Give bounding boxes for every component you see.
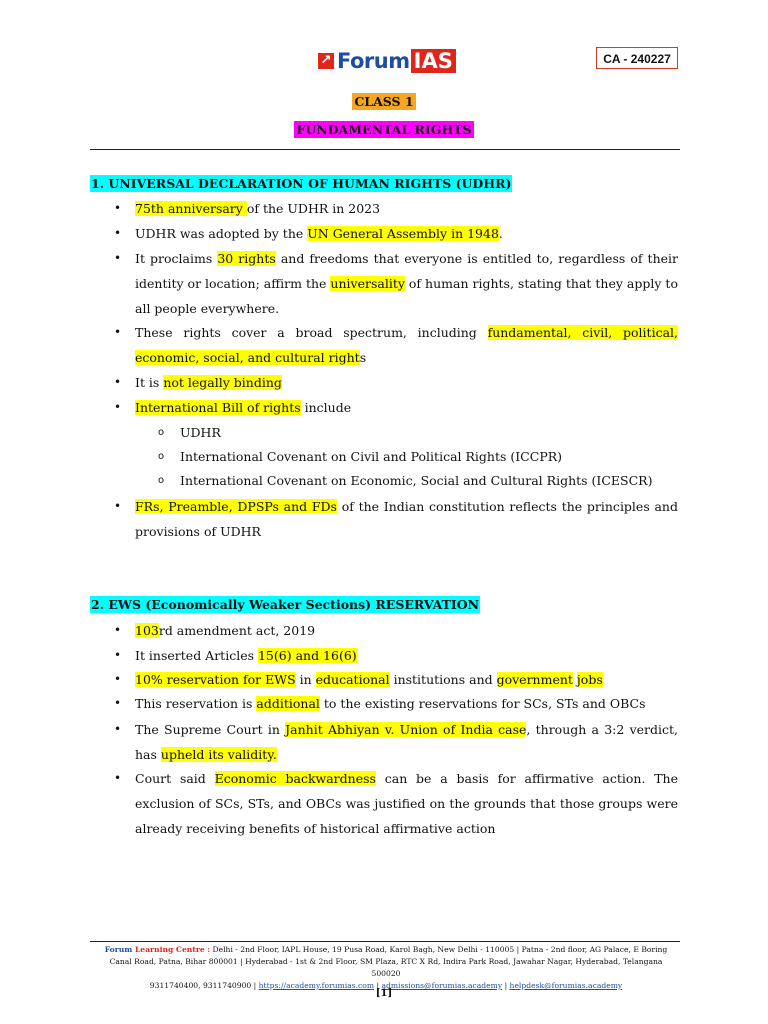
admissions-email-link[interactable]: admissions@forumias.academy bbox=[381, 981, 503, 990]
list-item: International Bill of rights include bbox=[135, 400, 352, 415]
section-heading-udhr: 1. UNIVERSAL DECLARATION OF HUMAN RIGHTS (UDHR) bbox=[91, 176, 512, 191]
bullet-icon: • bbox=[114, 375, 122, 389]
bullet-icon: • bbox=[114, 226, 122, 240]
class-title: CLASS 1 bbox=[354, 94, 414, 109]
sub-list-item: UDHR bbox=[180, 425, 221, 440]
list-item: 103rd amendment act, 2019 bbox=[135, 623, 316, 638]
bullet-icon: • bbox=[114, 696, 122, 710]
footer-divider bbox=[90, 941, 680, 942]
bullet-icon: • bbox=[114, 201, 122, 215]
list-item: These rights cover a broad spectrum, including fundamental, civil, political, economic, social, and cultural rights bbox=[135, 325, 678, 365]
topic-title: FUNDAMENTAL RIGHTS bbox=[296, 122, 472, 137]
section-heading-ews: 2. EWS (Economically Weaker Sections) RESERVATION bbox=[91, 597, 480, 612]
list-item: FRs, Preamble, DPSPs and FDs of the Indian constitution reflects the principles and provisions of UDHR bbox=[135, 499, 678, 539]
list-item: The Supreme Court in Janhit Abhiyan v. Union of India case, through a 3:2 verdict, has upheld its validity. bbox=[135, 722, 679, 762]
list-item: This reservation is additional to the existing reservations for SCs, STs and OBCs bbox=[135, 696, 646, 711]
header-divider bbox=[90, 149, 680, 150]
list-item: 10% reservation for EWS in educational institutions and government jobs bbox=[135, 672, 603, 687]
academy-link[interactable]: https://academy.forumias.com bbox=[258, 981, 375, 990]
bullet-icon: • bbox=[114, 623, 122, 637]
list-item: It inserted Articles 15(6) and 16(6) bbox=[135, 648, 357, 663]
bullet-icon: • bbox=[114, 672, 122, 686]
phone-numbers: 9311740400, 9311740900 bbox=[149, 981, 252, 990]
list-item: It is not legally binding bbox=[135, 375, 282, 390]
document-code: CA - 240227 bbox=[596, 47, 678, 69]
helpdesk-email-link[interactable]: helpdesk@forumias.academy bbox=[509, 981, 623, 990]
bullet-icon: • bbox=[114, 400, 122, 414]
circle-bullet-icon: o bbox=[158, 451, 165, 462]
circle-bullet-icon: o bbox=[158, 475, 165, 486]
logo-ias-text: IAS bbox=[411, 49, 456, 73]
footer-contact: Forum Learning Centre : Delhi - 2nd Floor, IAPL House, 19 Pusa Road, Karol Bagh, New Delhi - 110005 | Patna - 2nd floor, AG Palace, E Boring Canal Road, Patna, Bihar 800001 | Hyderabad - 1st & 2nd Floor, SM Plaza, RTC X Rd, Indira Park Road, Jawahar Nagar, Hyderabad, Telangana 500020 9311740400, 9311740900 | https://academy.forumias.com | admissions@forumias.academy | helpdesk@forumias.academy bbox=[104, 945, 668, 990]
bullet-icon: • bbox=[114, 771, 122, 785]
sub-list-item: International Covenant on Civil and Political Rights (ICCPR) bbox=[180, 449, 563, 464]
list-item: 75th anniversary of the UDHR in 2023 bbox=[135, 201, 381, 216]
list-item: UDHR was adopted by the UN General Assembly in 1948. bbox=[135, 226, 503, 241]
bullet-icon: • bbox=[114, 499, 122, 513]
forumias-logo bbox=[318, 48, 456, 74]
arrow-icon: ↗ bbox=[318, 53, 334, 69]
list-item: Court said Economic backwardness can be a basis for affirmative action. The exclusion of SCs, STs, and OBCs was justified on the grounds that those groups were already receiving benefits of historical affirmative action bbox=[135, 771, 679, 836]
sub-list-item: International Covenant on Economic, Social and Cultural Rights (ICESCR) bbox=[180, 473, 653, 488]
circle-bullet-icon: o bbox=[158, 427, 165, 438]
bullet-icon: • bbox=[114, 325, 122, 339]
page-number: [1] bbox=[375, 988, 393, 999]
bullet-icon: • bbox=[114, 722, 122, 736]
bullet-icon: • bbox=[114, 648, 122, 662]
logo-forum-text: Forum bbox=[337, 49, 410, 73]
bullet-icon: • bbox=[114, 251, 122, 265]
list-item: It proclaims 30 rights and freedoms that everyone is entitled to, regardless of their identity or location; affirm the universality of human rights, stating that they apply to all people everywhere. bbox=[135, 251, 678, 316]
